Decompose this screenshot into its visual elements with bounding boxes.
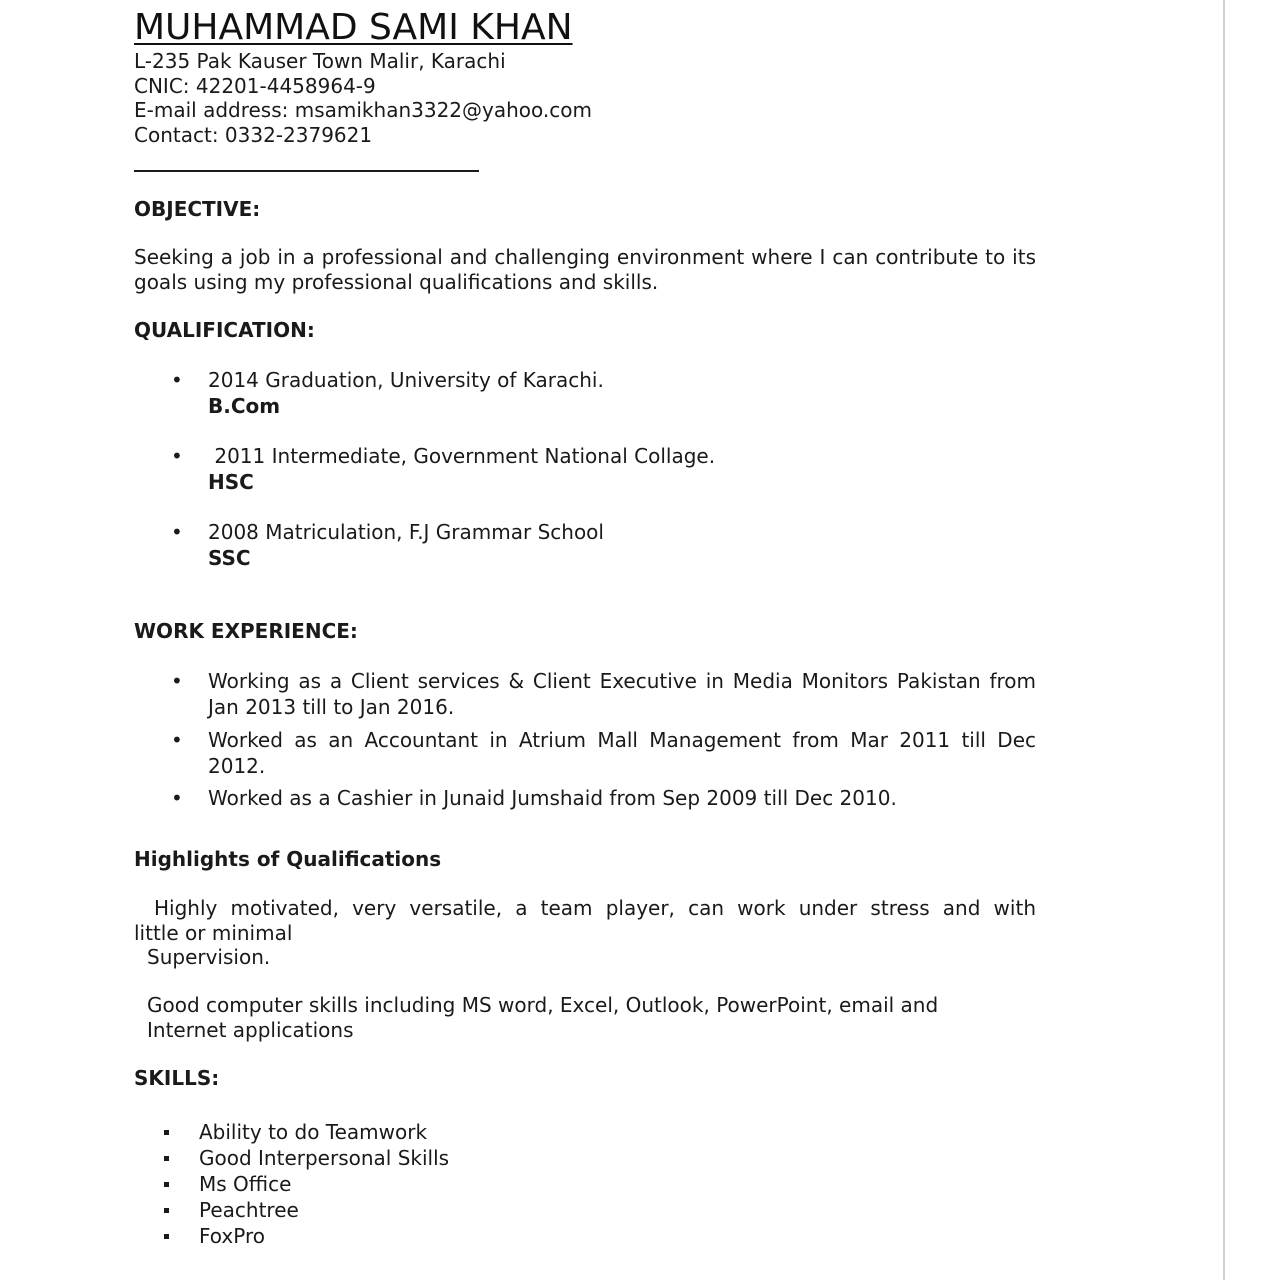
qualification-degree: B.Com <box>208 394 281 418</box>
skills-heading: SKILLS: <box>134 1066 220 1090</box>
bullet-icon: • <box>171 786 183 810</box>
highlights-text <box>134 896 1036 970</box>
page-edge-divider <box>1223 0 1225 1280</box>
contact-block <box>134 49 592 147</box>
qualification-text: 2011 Intermediate, Government National Collage. <box>208 444 716 468</box>
square-bullet-icon <box>164 1234 169 1239</box>
objective-text: Seeking a job in a professional and challenging environment where I can contribute to its goals using my professional qualifications and skills. <box>134 245 1036 294</box>
work-text: Worked as an Accountant in Atrium Mall Management from Mar 2011 till Dec 2012. <box>208 728 1036 778</box>
square-bullet-icon <box>164 1156 169 1161</box>
skill-text: FoxPro <box>199 1224 265 1248</box>
qualification-item <box>168 443 1036 495</box>
work-item <box>168 668 1036 720</box>
qualification-degree: SSC <box>208 546 251 570</box>
contact-line: Contact: 0332-2379621 <box>134 122 373 147</box>
qualification-text: 2014 Graduation, University of Karachi. <box>208 368 604 392</box>
qualification-heading: QUALIFICATION: <box>134 318 315 342</box>
header-rule <box>134 170 479 172</box>
work-text: Worked as a Cashier in Junaid Jumshaid from Sep 2009 till Dec 2010. <box>208 786 897 810</box>
skill-item <box>161 1119 427 1145</box>
highlights-line: Highly motivated, very versatile, a team player, can work under stress and with <box>154 896 1036 920</box>
highlights-line: Supervision. <box>147 945 271 969</box>
email-line: E-mail address: msamikhan3322@yahoo.com <box>134 98 592 122</box>
qualification-item <box>168 519 1036 571</box>
work-text: Working as a Client services & Client Executive in Media Monitors Pakistan from Jan 2013 till to Jan 2016. <box>208 669 1036 719</box>
cnic-line: CNIC: 42201-4458964-9 <box>134 73 376 98</box>
square-bullet-icon <box>164 1130 169 1135</box>
bullet-icon: • <box>171 444 183 468</box>
skill-text: Ability to do Teamwork <box>199 1120 428 1144</box>
objective-heading: OBJECTIVE: <box>134 197 261 221</box>
skill-item <box>161 1223 265 1249</box>
resume-name: MUHAMMAD SAMI KHAN <box>134 7 573 48</box>
skill-item <box>161 1197 299 1223</box>
address-line: L-235 Pak Kauser Town Malir, Karachi <box>134 49 506 73</box>
bullet-icon: • <box>171 520 183 544</box>
square-bullet-icon <box>164 1182 169 1187</box>
skill-text: Good Interpersonal Skills <box>199 1146 450 1170</box>
skill-item <box>161 1171 291 1197</box>
work-item <box>168 785 1036 811</box>
work-item <box>168 727 1036 779</box>
skill-text: Ms Office <box>199 1172 292 1196</box>
bullet-icon: • <box>171 728 183 752</box>
skill-item <box>161 1145 449 1171</box>
bullet-icon: • <box>171 368 183 392</box>
square-bullet-icon <box>164 1208 169 1213</box>
skill-text: Peachtree <box>199 1198 299 1222</box>
qualification-degree: HSC <box>208 470 254 494</box>
qualification-item <box>168 367 1036 419</box>
qualification-text: 2008 Matriculation, F.J Grammar School <box>208 520 604 544</box>
highlights-heading: Highlights of Qualifications <box>134 847 442 871</box>
bullet-icon: • <box>171 669 183 693</box>
work-experience-heading: WORK EXPERIENCE: <box>134 619 358 643</box>
highlights-line: little or minimal <box>134 920 293 945</box>
computer-skills-text: Good computer skills including MS word, Excel, Outlook, PowerPoint, email and Internet applications <box>147 993 939 1042</box>
